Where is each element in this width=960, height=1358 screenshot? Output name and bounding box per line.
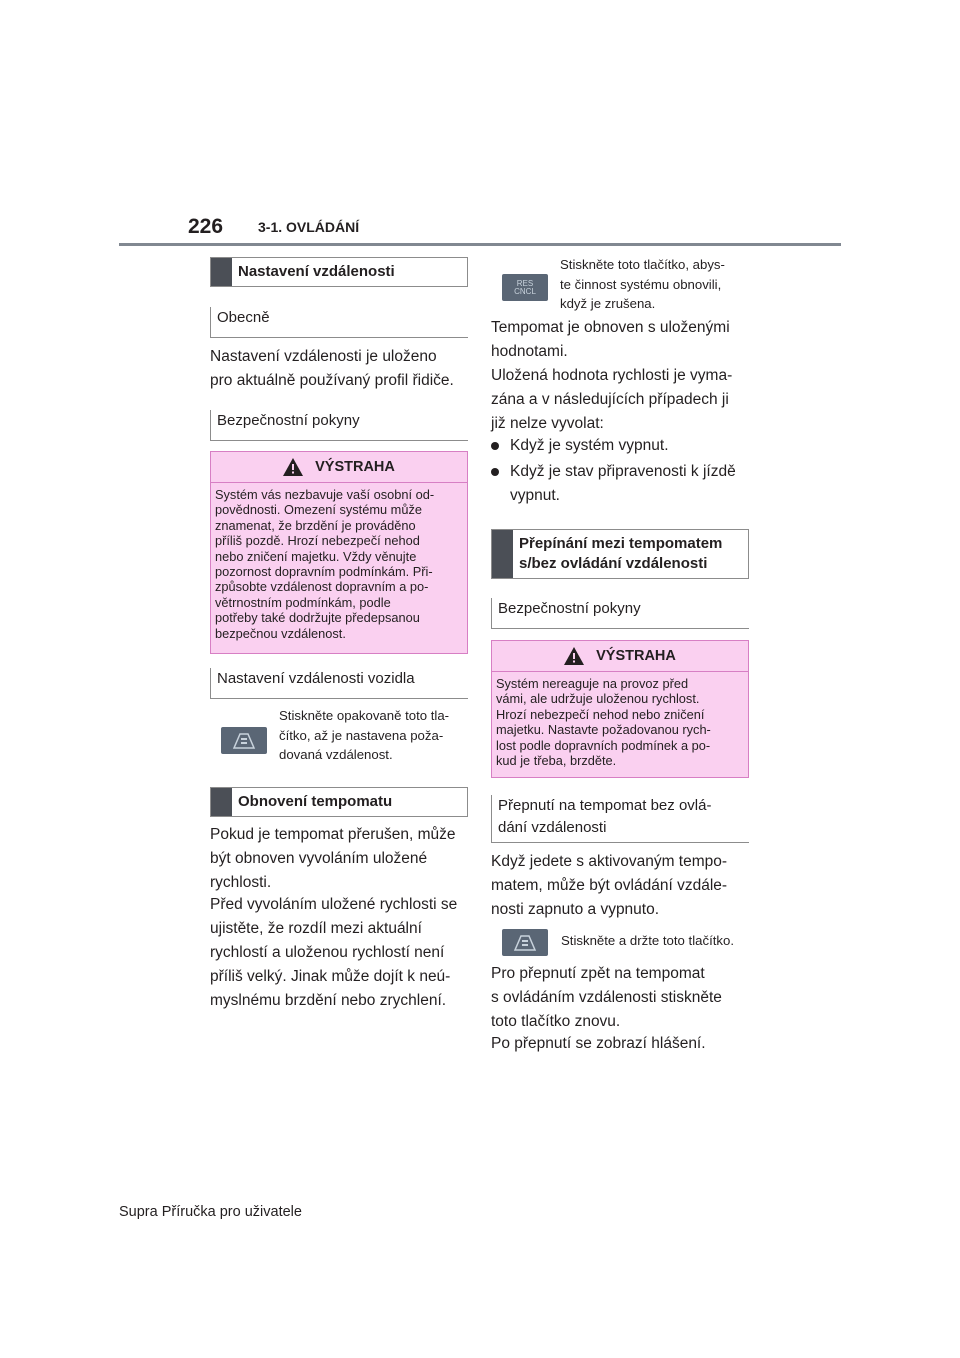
bullet-item [491, 460, 753, 508]
warning-body [211, 483, 467, 641]
cncl-label: CNCL [514, 286, 536, 296]
text-line: Stiskněte toto tlačítko, abys- [560, 257, 725, 272]
paragraph-resume-2 [210, 893, 472, 1013]
text-line: Uložená hodnota rychlosti je vyma- [491, 367, 733, 384]
text-line: vypnut. [510, 487, 560, 504]
warning-line: Hrozí nebezpečí nehod nebo zničení [496, 706, 705, 722]
distance-button-text [279, 706, 469, 765]
paragraph-general [210, 345, 472, 393]
text-line: myslnému brzdění nebo zrychlení. [210, 992, 447, 1009]
res-cncl-button-icon [502, 274, 548, 301]
res-label: RES [516, 278, 534, 288]
text-line: Tempomat je obnoven s uloženými [491, 319, 730, 336]
warning-header [211, 452, 467, 483]
text-line: příliš velký. Jinak může dojít k neú- [210, 968, 451, 985]
section-title: 3-1. OVLÁDÁNÍ [258, 219, 360, 235]
heading-bar [211, 788, 232, 816]
page-number: 226 [188, 215, 224, 238]
bullet-text [510, 460, 736, 508]
text-line: toto tlačítko znovu. [491, 1013, 621, 1030]
text-line: Pro přepnutí zpět na tempomat [491, 965, 705, 982]
warning-line: bezpečnou vzdálenost. [215, 625, 346, 641]
text-line: Před vyvoláním uložené rychlosti se [210, 896, 458, 913]
hold-button-text: Stiskněte a držte toto tlačítko. [561, 933, 734, 948]
text-line: Přepnutí na tempomat bez ovlá- [498, 797, 712, 814]
warning-title: VÝSTRAHA [596, 648, 676, 664]
text-line: rychlostí a uloženou rychlostí není [210, 944, 445, 961]
text-line: dání vzdálenosti [498, 819, 607, 836]
paragraph-switch [491, 850, 753, 922]
paragraph-restored [491, 316, 753, 364]
text-line: hodnotami. [491, 343, 568, 360]
subheading-safety: Bezpečnostní pokyny [210, 410, 468, 441]
subheading-switch-to-cruise [491, 795, 749, 843]
text-line: být obnoven vyvoláním uložené [210, 850, 428, 867]
text-line: s ovládáním vzdálenosti stiskněte [491, 989, 722, 1006]
text-line: zána a v následujících případech ji [491, 391, 729, 408]
paragraph-switch-back [491, 962, 753, 1034]
heading-text: Nastavení vzdálenosti [238, 263, 395, 280]
paragraph-deleted [491, 364, 753, 436]
warning-line: větrnostním podmínkám, podle [215, 594, 391, 610]
text-line: Stiskněte opakovaně toto tla- [279, 708, 450, 723]
heading-bar [492, 530, 513, 578]
warning-header [492, 641, 748, 672]
paragraph-message: Po přepnutí se zobrazí hlášení. [491, 1035, 706, 1052]
heading-switching [491, 529, 749, 579]
warning-line: lost podle dopravních podmínek a po- [496, 737, 711, 753]
text-line: Pokud je tempomat přerušen, může [210, 826, 456, 843]
warning-line: majetku. Nastavte požadovanou rych- [496, 722, 711, 738]
text-line: rychlosti. [210, 874, 272, 891]
bullet-text: Když je systém vypnut. [510, 437, 669, 454]
subheading-general: Obecně [210, 307, 468, 338]
text-line: již nelze vyvolat: [491, 415, 604, 432]
paragraph-resume-1 [210, 823, 472, 895]
text-line: Když jedete s aktivovaným tempo- [491, 853, 728, 870]
distance-button-icon [221, 727, 267, 754]
warning-triangle-icon [283, 458, 303, 476]
distance-button-icon [502, 929, 548, 956]
text-line: když je zrušena. [560, 296, 656, 311]
text-line: Nastavení vzdálenosti je uloženo [210, 348, 437, 365]
bullet-dot [491, 468, 499, 476]
warning-box-right [491, 640, 749, 778]
text-line: pro aktuálně používaný profil řidiče. [210, 372, 454, 389]
warning-line: Systém nereaguje na provoz před [496, 676, 689, 691]
text-line: matem, může být ovládání vzdále- [491, 877, 728, 894]
warning-line: kud je třeba, brzděte. [496, 753, 617, 769]
bullet-item [491, 434, 753, 458]
text-line: s/bez ovládání vzdálenosti [519, 555, 708, 572]
warning-line: příliš pozdě. Hrozí nebezpečí nehod [215, 533, 420, 549]
subheading-vehicle-distance: Nastavení vzdálenosti vozidla [210, 668, 468, 699]
text-line: te činnost systému obnovili, [560, 276, 722, 292]
text-line: dovaná vzdálenost. [279, 747, 393, 762]
warning-line: způsobte vzdálenost dopravním a po- [215, 579, 429, 595]
text-line: Přepínání mezi tempomatem [519, 535, 723, 552]
warning-line: nebo zničení majetku. Vždy věnujte [215, 548, 417, 564]
heading-text [519, 530, 742, 578]
warning-line: vámi, ale udržuje uloženou rychlost. [496, 691, 700, 707]
bullet-dot [491, 442, 499, 450]
heading-distance-setting [210, 257, 468, 287]
warning-line: znamenat, že brzdění je prováděno [215, 517, 416, 533]
text-line: ujistěte, že rozdíl mezi aktuální [210, 920, 422, 937]
warning-triangle-icon [564, 647, 584, 665]
res-button-text [560, 255, 750, 314]
footer: Supra Příručka pro uživatele [119, 1204, 302, 1220]
warning-body [492, 672, 748, 768]
warning-line: potřeby také dodržujte předepsanou [215, 610, 420, 626]
text-line: nosti zapnuto a vypnuto. [491, 901, 660, 918]
header-rule [119, 243, 841, 246]
text-line: Když je stav připravenosti k jízdě [510, 463, 736, 480]
heading-text: Obnovení tempomatu [238, 793, 393, 810]
text-line: čítko, až je nastavena poža- [279, 727, 444, 743]
warning-title: VÝSTRAHA [315, 459, 395, 475]
warning-box [210, 451, 468, 654]
subheading-safety-right: Bezpečnostní pokyny [491, 598, 749, 629]
heading-bar [211, 258, 232, 286]
warning-line: povědnosti. Omezení systému může [215, 502, 422, 518]
warning-line: Systém vás nezbavuje vaší osobní od- [215, 487, 435, 502]
warning-line: pozornost dopravním podmínkám. Při- [215, 564, 433, 580]
heading-resume-cruise [210, 787, 468, 817]
